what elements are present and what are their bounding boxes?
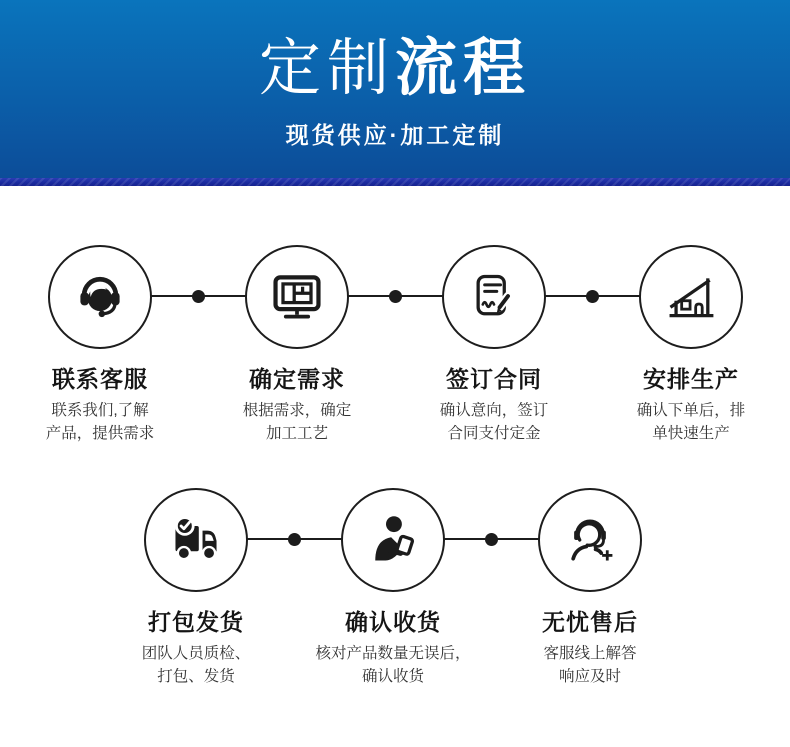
step-title: 安排生产 (643, 366, 739, 392)
step-title: 无忧售后 (542, 609, 638, 635)
contract-pen-icon (466, 269, 522, 325)
step-title: 确定需求 (249, 366, 345, 392)
step-title: 确认收货 (345, 609, 441, 635)
step-description: 确认意向，签订 合同支付定金 (439, 402, 549, 442)
step-title: 打包发货 (148, 609, 244, 635)
connector-dot (389, 290, 402, 303)
step-circle (341, 488, 445, 592)
page-title-part1: 定制 (258, 34, 395, 103)
step-after-sales (492, 488, 688, 689)
step-title: 联系客服 (52, 366, 148, 392)
connector-dot (288, 533, 301, 546)
step-circle (245, 245, 349, 349)
person-check-icon (365, 512, 421, 568)
page-title (0, 0, 790, 101)
step-circle (442, 245, 546, 349)
step-arrange-production (593, 245, 789, 446)
step-pack-ship (98, 488, 294, 689)
step-description: 确认下单后，排 单快速生产 (636, 402, 746, 442)
step-description: 核对产品数量无误后， 确认收货 (315, 645, 471, 685)
page-subtitle: 现货供应·加工定制 (285, 122, 505, 149)
step-description: 根据需求，确定 加工工艺 (242, 402, 352, 442)
step-description: 团队人员质检、 打包、发货 (141, 645, 251, 685)
connector-dot (192, 290, 205, 303)
step-circle (538, 488, 642, 592)
headset-icon (72, 269, 128, 325)
step-description: 联系我们,了解 产品，提供需求 (45, 402, 155, 442)
header-bottom-strip (0, 178, 790, 186)
step-sign-contract (396, 245, 592, 446)
step-title: 签订合同 (446, 366, 542, 392)
support-agent-icon (562, 512, 618, 568)
monitor-icon (269, 269, 325, 325)
step-circle (639, 245, 743, 349)
step-circle (48, 245, 152, 349)
step-confirm-receipt (295, 488, 491, 689)
step-contact-service (2, 245, 198, 446)
step-description: 客服线上解答 响应及时 (543, 645, 637, 685)
step-confirm-requirements (199, 245, 395, 446)
connector-dot (485, 533, 498, 546)
step-circle (144, 488, 248, 592)
factory-icon (663, 269, 719, 325)
header-banner (0, 0, 790, 186)
delivery-truck-icon (168, 512, 224, 568)
page-title-part2: 流程 (395, 34, 532, 103)
connector-dot (586, 290, 599, 303)
